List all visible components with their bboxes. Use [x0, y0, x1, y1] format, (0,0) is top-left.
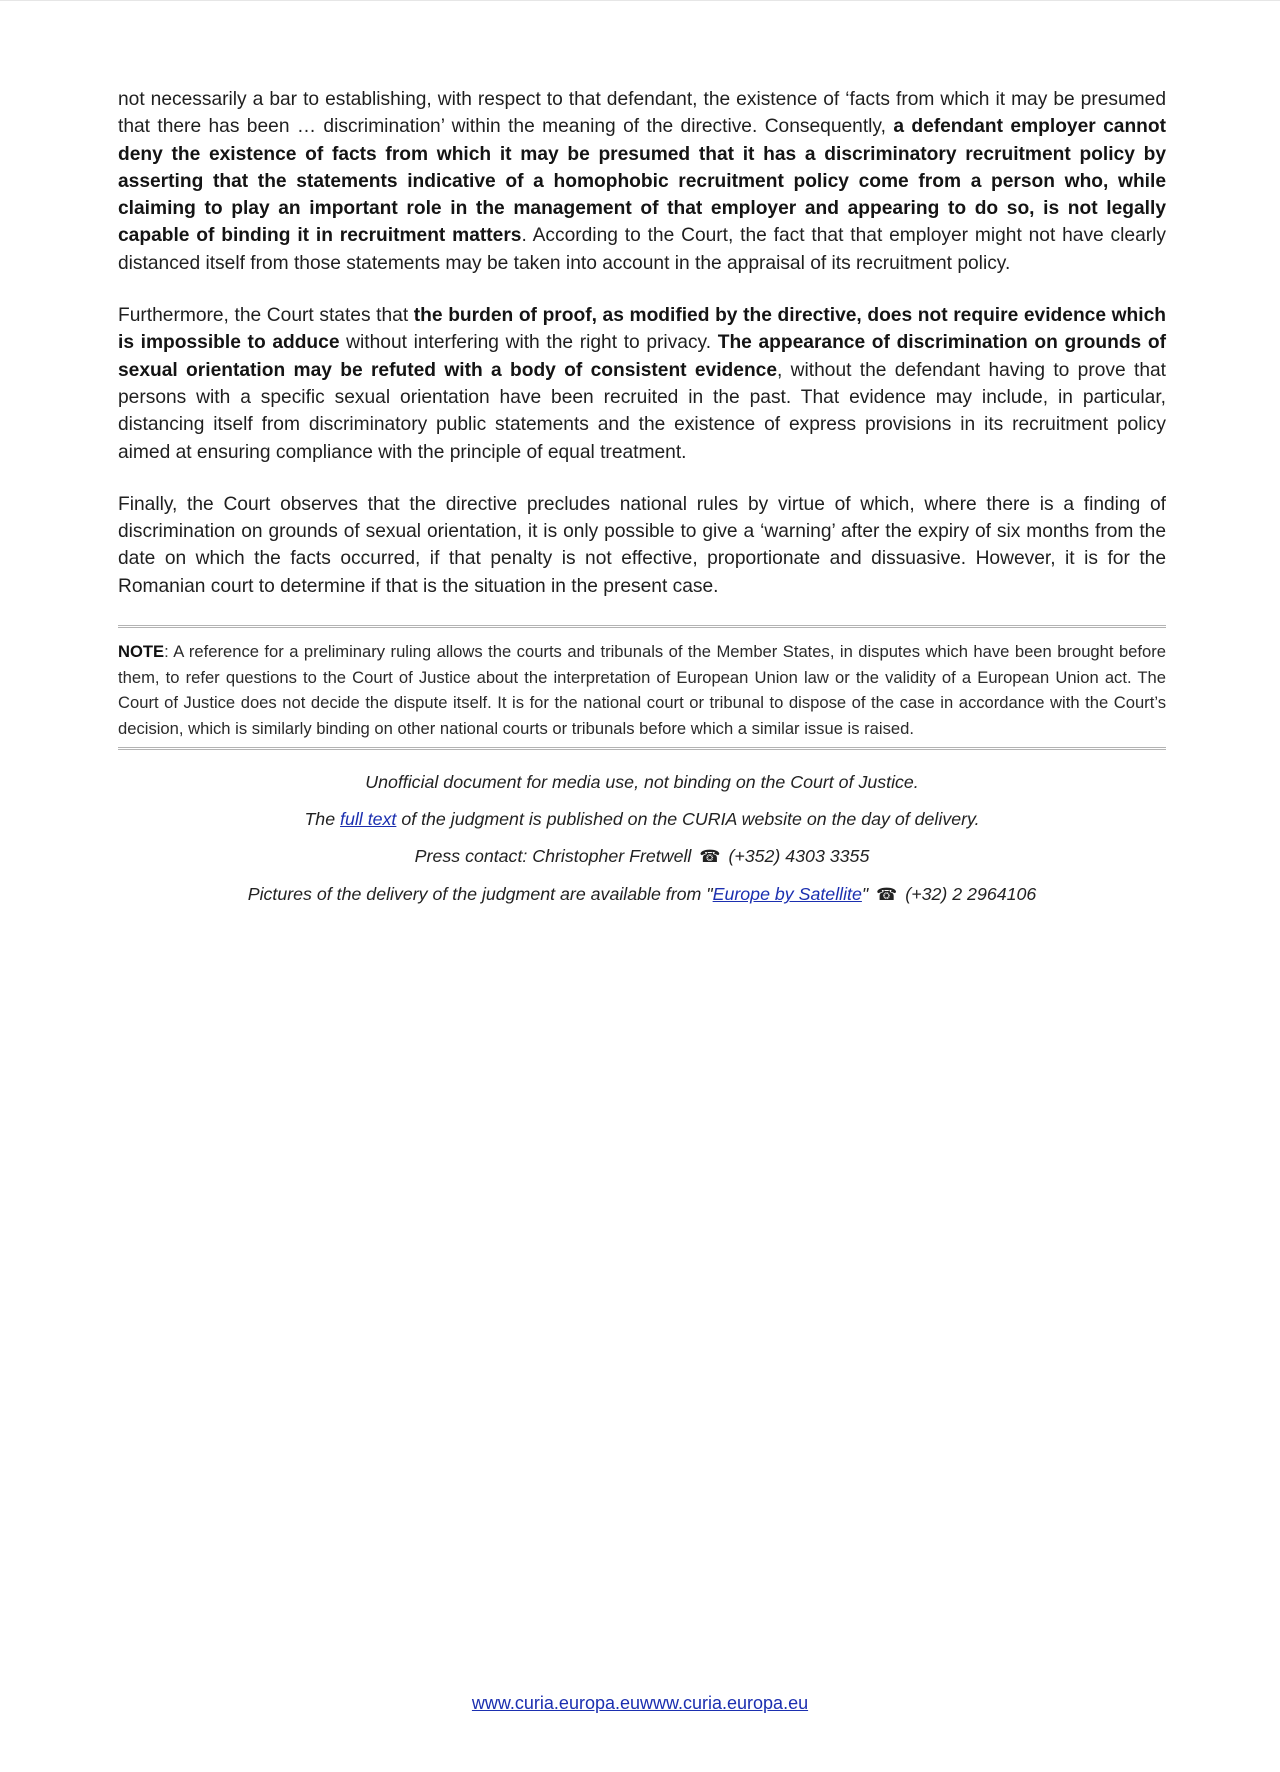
paragraph-recruitment-policy	[118, 86, 1166, 277]
unofficial-notice: Unofficial document for media use, not binding on the Court of Justice.	[365, 772, 919, 793]
pictures-line	[118, 882, 1166, 907]
paragraph-burden-of-proof	[118, 302, 1166, 466]
press-contact-text: Press contact: Christopher Fretwell	[414, 846, 697, 867]
p2-bold-1: the burden of proof, as modified by the directive, does not require evidence which is impossible to adduce	[118, 305, 1167, 354]
phone-icon: ☎	[876, 885, 898, 905]
note-paragraph	[118, 639, 1166, 741]
p1-text-1: not necessarily a bar to establishing, with respect to that defendant, the existence of ‘facts from which it may be presumed that there has been … discrimination’ within the meaning of the directive. Consequently,	[118, 89, 1166, 138]
document-body	[118, 86, 1166, 920]
page-footer	[0, 1693, 1280, 1714]
note-text: : A reference for a preliminary ruling allows the courts and tribunals of the Member States, in disputes which have been brought before them, to refer questions to the Court of Justice about the interpretation of European Union law or the validity of a European Union act. The Court of Justice does not decide the dispute itself. It is for the national court or tribunal to dispose of the case in accordance with the Court’s decision, which is similarly binding on other national courts or tribunals before which a similar issue is raised.	[118, 642, 1166, 738]
full-text-link[interactable]: full text	[340, 809, 397, 830]
pictures-quote: "	[861, 884, 874, 905]
full-text-suffix: of the judgment is published on the CURIA website on the day of delivery.	[396, 809, 980, 830]
p2-text-3: , without the defendant having to prove that persons with a specific sexual orientation have been recruited in the past. That evidence may include, in particular, distancing itself from discriminatory public statements and the existence of express provisions in its recruitment policy aimed at ensuring compliance with the principle of equal treatment.	[118, 359, 1166, 463]
p1-text-2: . According to the Court, the fact that that employer might not have clearly distanced itself from those statements may be taken into account in the appraisal of its recruitment policy.	[118, 225, 1166, 274]
full-text-line	[118, 807, 1166, 831]
curia-website-link[interactable]: www.curia.europa.euwww.curia.europa.eu	[471, 1693, 809, 1713]
press-contact-phone: (+352) 4303 3355	[723, 846, 870, 867]
pictures-prefix: Pictures of the delivery of the judgment are available from "	[247, 884, 713, 905]
note-box	[118, 625, 1166, 750]
full-text-prefix: The	[304, 809, 341, 830]
paragraph-penalty-warning	[118, 491, 1166, 600]
p1-bold-1: a defendant employer cannot deny the existence of facts from which it may be presumed that it has a discriminatory recruitment policy by asserting that the statements indicative of a homophobic recruitment policy come from a person who, while claiming to play an important role in the management of that employer and appearing to do so, is not legally capable of binding it in recruitment matters	[118, 116, 1166, 247]
note-label: NOTE	[118, 642, 165, 662]
page-top-border	[0, 0, 1280, 1]
europe-by-satellite-link[interactable]: Europe by Satellite	[712, 884, 862, 905]
press-footer	[118, 770, 1166, 907]
p2-bold-2: The appearance of discrimination on grounds of sexual orientation may be refuted with a body of consistent evidence	[118, 332, 1166, 381]
pictures-phone: (+32) 2 2964106	[900, 884, 1037, 905]
phone-icon: ☎	[699, 847, 721, 867]
p2-text-2: without interfering with the right to privacy.	[339, 332, 718, 354]
p2-text-1: Furthermore, the Court states that	[118, 305, 414, 327]
p3-text-1: Finally, the Court observes that the directive precludes national rules by virtue of which, where there is a finding of discrimination on grounds of sexual orientation, it is only possible to give a ‘warning’ after the expiry of six months from the date on which the facts occurred, if that penalty is not effective, proportionate and dissuasive. However, it is for the Romanian court to determine if that is the situation in the present case.	[118, 493, 1166, 597]
press-contact-line	[118, 844, 1166, 869]
